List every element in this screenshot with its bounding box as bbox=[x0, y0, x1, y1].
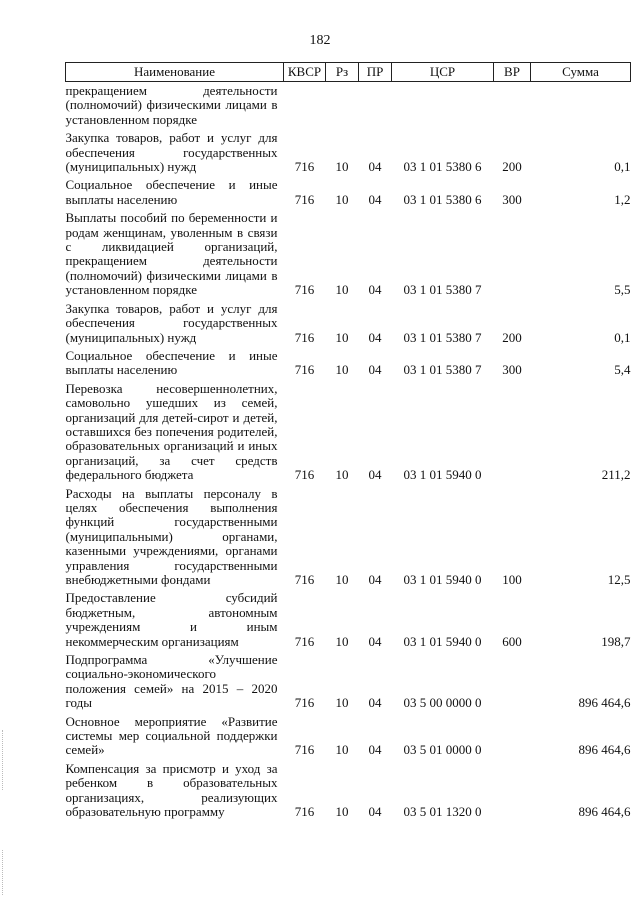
row-csr: 03 1 01 5940 0 bbox=[403, 467, 482, 483]
row-sum: 5,4 bbox=[614, 362, 631, 378]
row-rz: 10 bbox=[335, 804, 349, 820]
table-row bbox=[66, 380, 631, 485]
header-kvsr: КВСР bbox=[284, 63, 326, 82]
row-pr: 04 bbox=[368, 329, 382, 345]
row-sum: 896 464,6 bbox=[578, 695, 631, 711]
row-pr: 04 bbox=[368, 695, 382, 711]
row-csr: 03 5 01 0000 0 bbox=[403, 742, 482, 758]
row-csr: 03 1 01 5940 0 bbox=[403, 633, 482, 649]
row-kvsr: 716 bbox=[294, 572, 315, 587]
row-pr: 04 bbox=[368, 159, 382, 175]
row-pr: 04 bbox=[368, 572, 382, 587]
table-row bbox=[66, 651, 631, 713]
header-sum: Сумма bbox=[531, 63, 631, 82]
row-csr: 03 1 01 5940 0 bbox=[403, 572, 482, 587]
row-pr: 04 bbox=[368, 467, 382, 483]
row-sum: 211,2 bbox=[601, 467, 631, 483]
budget-table-container bbox=[65, 62, 630, 822]
row-kvsr: 716 bbox=[294, 191, 315, 207]
header-pr: ПР bbox=[359, 63, 392, 82]
table-header-row bbox=[66, 63, 631, 82]
header-csr: ЦСР bbox=[392, 63, 494, 82]
table-row bbox=[66, 176, 631, 209]
row-sum: 0,1 bbox=[614, 329, 631, 345]
header-name: Наименование bbox=[66, 63, 284, 82]
binding-margin-marks bbox=[2, 730, 5, 790]
page-number: 182 bbox=[309, 33, 331, 48]
row-pr: 04 bbox=[368, 282, 382, 298]
row-vr: 300 bbox=[502, 191, 522, 207]
row-rz: 10 bbox=[335, 742, 349, 758]
row-name: Закупка товаров, работ и услуг для обеспечения государственных (муниципальных) нужд bbox=[65, 300, 278, 345]
row-vr bbox=[494, 713, 531, 760]
row-kvsr: 716 bbox=[294, 742, 315, 758]
table-row bbox=[66, 82, 631, 130]
row-vr: 200 bbox=[502, 329, 522, 345]
row-vr: 100 bbox=[502, 572, 522, 587]
row-rz bbox=[326, 82, 359, 130]
table-row bbox=[66, 760, 631, 822]
row-csr bbox=[392, 82, 494, 130]
row-name: Компенсация за присмотр и уход за ребенком в образовательных организациях, реализующих образовательную программу bbox=[65, 760, 278, 820]
row-name: Перевозка несовершеннолетних, самовольно ушедших из семей, организаций для детей-сирот и детей, оставшихся без попечения родителей, образовательных организаций и иных организаций, за счет средств федерального бюджета bbox=[65, 380, 278, 483]
row-vr: 200 bbox=[502, 159, 522, 175]
row-kvsr: 716 bbox=[294, 695, 315, 711]
row-rz: 10 bbox=[335, 467, 349, 483]
row-sum: 12,5 bbox=[607, 572, 631, 587]
row-name: прекращением деятельности (полномочий) физическими лицами в установленном порядке bbox=[65, 83, 278, 127]
row-name: Расходы на выплаты персоналу в целях обеспечения выполнения функций государственными (муниципальными) органами, казенными учреждениями, органами управления государственными внебюджетными фондами bbox=[65, 485, 278, 587]
row-vr bbox=[494, 760, 531, 822]
row-rz: 10 bbox=[335, 282, 349, 298]
header-rz: Рз bbox=[326, 63, 359, 82]
row-kvsr: 716 bbox=[294, 329, 315, 345]
table-row bbox=[66, 347, 631, 380]
row-vr: 300 bbox=[502, 362, 522, 378]
row-sum: 5,5 bbox=[614, 282, 631, 298]
row-vr bbox=[494, 651, 531, 713]
row-name: Подпрограмма «Улучшение социально-экономического положения семей» на 2015 – 2020 годы bbox=[65, 652, 278, 711]
budget-table bbox=[65, 62, 631, 822]
row-kvsr: 716 bbox=[294, 467, 315, 483]
header-vr: ВР bbox=[494, 63, 531, 82]
row-csr: 03 1 01 5380 7 bbox=[403, 282, 482, 298]
row-rz: 10 bbox=[335, 633, 349, 649]
row-rz: 10 bbox=[335, 695, 349, 711]
row-csr: 03 1 01 5380 6 bbox=[403, 159, 482, 175]
row-csr: 03 1 01 5380 7 bbox=[403, 329, 482, 345]
row-kvsr: 716 bbox=[294, 804, 315, 820]
row-name: Предоставление субсидий бюджетным, автономным учреждениям и иным некоммерческим организациям bbox=[65, 590, 278, 649]
row-name: Социальное обеспечение и иные выплаты населению bbox=[65, 347, 278, 378]
table-row bbox=[66, 713, 631, 760]
row-sum: 896 464,6 bbox=[578, 804, 631, 820]
row-name: Социальное обеспечение и иные выплаты населению bbox=[65, 177, 278, 207]
row-vr bbox=[494, 209, 531, 299]
row-rz: 10 bbox=[335, 572, 349, 587]
row-sum bbox=[531, 82, 631, 130]
row-kvsr: 716 bbox=[294, 282, 315, 298]
row-sum: 0,1 bbox=[614, 159, 631, 175]
table-row bbox=[66, 129, 631, 176]
row-pr: 04 bbox=[368, 633, 382, 649]
row-rz: 10 bbox=[335, 191, 349, 207]
row-csr: 03 1 01 5380 7 bbox=[403, 362, 482, 378]
row-name: Закупка товаров, работ и услуг для обеспечения государственных (муниципальных) нужд bbox=[65, 130, 278, 175]
row-pr: 04 bbox=[368, 191, 382, 207]
row-vr bbox=[494, 380, 531, 485]
row-sum: 1,2 bbox=[614, 191, 631, 207]
row-sum: 896 464,6 bbox=[578, 742, 631, 758]
table-row bbox=[66, 300, 631, 347]
row-pr: 04 bbox=[368, 742, 382, 758]
table-row bbox=[66, 209, 631, 299]
table-row bbox=[66, 485, 631, 590]
row-pr: 04 bbox=[368, 362, 382, 378]
row-kvsr: 716 bbox=[294, 633, 315, 649]
row-pr bbox=[359, 82, 392, 130]
row-pr: 04 bbox=[368, 804, 382, 820]
row-csr: 03 5 00 0000 0 bbox=[403, 695, 482, 711]
row-rz: 10 bbox=[335, 329, 349, 345]
row-vr: 600 bbox=[502, 633, 522, 649]
binding-margin-marks bbox=[2, 850, 5, 895]
row-kvsr: 716 bbox=[294, 159, 315, 175]
table-row bbox=[66, 589, 631, 651]
row-name: Основное мероприятие «Развитие системы мер социальной поддержки семей» bbox=[65, 713, 278, 758]
row-rz: 10 bbox=[335, 362, 349, 378]
row-name: Выплаты пособий по беременности и родам женщинам, уволенным в связи с ликвидацией организаций, прекращением деятельности (полномочий) физическими лицами в установленном порядке bbox=[65, 210, 278, 298]
row-kvsr: 716 bbox=[294, 362, 315, 378]
row-vr bbox=[494, 82, 531, 130]
row-sum: 198,7 bbox=[601, 633, 631, 649]
row-csr: 03 5 01 1320 0 bbox=[403, 804, 482, 820]
row-rz: 10 bbox=[335, 159, 349, 175]
row-kvsr bbox=[284, 82, 326, 130]
row-csr: 03 1 01 5380 6 bbox=[403, 191, 482, 207]
